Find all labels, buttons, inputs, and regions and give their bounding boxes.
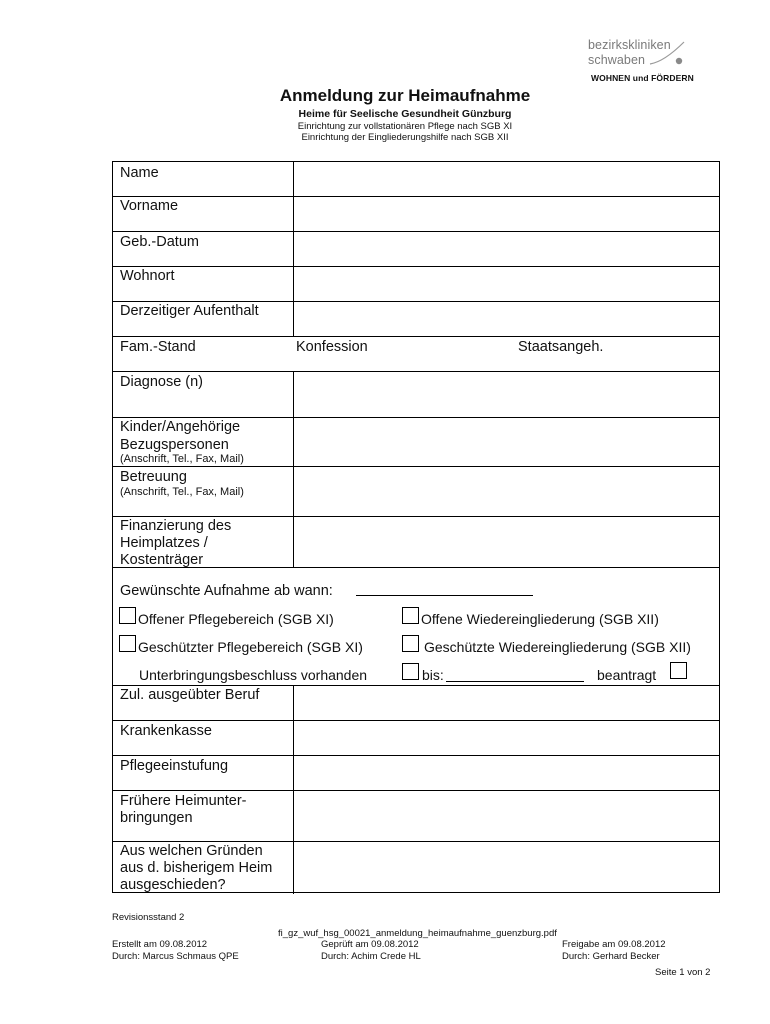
label-aufenthalt: Derzeitiger Aufenthalt xyxy=(120,303,259,319)
logo-text-line1: bezirkskliniken xyxy=(588,38,671,52)
fam-konfession-staats-field[interactable] xyxy=(113,337,719,371)
option-offener-pflegebereich: Offener Pflegebereich (SGB XI) xyxy=(138,611,334,627)
checkbox-offener-pflegebereich[interactable] xyxy=(119,607,136,624)
label-frueher-1: Frühere Heimunter- xyxy=(120,793,247,809)
wohnort-field[interactable] xyxy=(294,267,719,301)
label-kinder-1: Kinder/Angehörige xyxy=(120,419,241,435)
footer-freigabe: Freigabe am 09.08.2012 xyxy=(562,939,666,950)
registration-form xyxy=(112,161,720,893)
label-aufnahme: Gewünschte Aufnahme ab wann: xyxy=(120,583,333,599)
aufnahme-date-line[interactable] xyxy=(356,595,533,596)
checkbox-unterbringung[interactable] xyxy=(402,663,419,680)
label-frueher-2: bringungen xyxy=(120,810,193,826)
label-betreuung-note: (Anschrift, Tel., Fax, Mail) xyxy=(120,486,244,498)
label-finanz-3: Kostenträger xyxy=(120,552,204,568)
label-unterbringung: Unterbringungsbeschluss vorhanden xyxy=(139,667,368,683)
logo-text-line2: schwaben xyxy=(588,53,646,67)
gruende-field[interactable] xyxy=(294,842,719,892)
label-betreuung: Betreuung xyxy=(120,469,187,485)
label-pflegeeinstufung: Pflegeeinstufung xyxy=(120,758,229,774)
geb-datum-field[interactable] xyxy=(294,232,719,266)
footer-filename: fi_gz_wuf_hsg_00021_anmeldung_heimaufnahme_guenzburg.pdf xyxy=(278,928,557,939)
label-finanz-1: Finanzierung des xyxy=(120,518,232,534)
footer-geprueft-durch: Durch: Achim Crede HL xyxy=(321,951,421,962)
label-beantragt: beantragt xyxy=(597,667,657,683)
checkbox-beantragt[interactable] xyxy=(670,662,687,679)
diagnose-field[interactable] xyxy=(294,372,719,417)
label-staatsangeh: Staatsangeh. xyxy=(518,339,604,355)
frueher-field[interactable] xyxy=(294,791,719,841)
label-name: Name xyxy=(120,165,159,181)
page-subtitle: Heime für Seelische Gesundheit Günzburg xyxy=(298,108,512,120)
option-offene-wiedereingliederung: Offene Wiedereingliederung (SGB XII) xyxy=(421,611,659,627)
page-title: Anmeldung zur Heimaufnahme xyxy=(279,86,531,105)
logo-swoosh-icon xyxy=(646,40,692,68)
footer-geprueft: Geprüft am 09.08.2012 xyxy=(321,939,419,950)
footer-erstellt: Erstellt am 09.08.2012 xyxy=(112,939,208,950)
kinder-field[interactable] xyxy=(294,418,719,466)
footer-erstellt-durch: Durch: Marcus Schmaus QPE xyxy=(112,951,239,962)
subtitle-line-2: Einrichtung der Eingliederungshilfe nach SGB XII xyxy=(301,132,509,143)
revision-label: Revisionsstand 2 xyxy=(112,912,185,923)
label-gruende-1: Aus welchen Gründen xyxy=(120,843,263,859)
label-konfession: Konfession xyxy=(296,339,368,355)
vorname-field[interactable] xyxy=(294,197,719,231)
option-geschuetzte-wiedereingliederung: Geschützte Wiedereingliederung (SGB XII) xyxy=(424,639,691,655)
label-fam-stand: Fam.-Stand xyxy=(120,339,196,355)
checkbox-geschuetzter-pflegebereich[interactable] xyxy=(119,635,136,652)
label-kinder-2: Bezugspersonen xyxy=(120,437,229,453)
bis-date-line[interactable] xyxy=(446,681,584,682)
tagline: WOHNEN und FÖRDERN xyxy=(591,73,694,83)
label-kinder-note: (Anschrift, Tel., Fax, Mail) xyxy=(120,453,244,465)
option-geschuetzter-pflegebereich: Geschützter Pflegebereich (SGB XI) xyxy=(138,639,363,655)
label-bis: bis: xyxy=(422,667,444,683)
name-field[interactable] xyxy=(294,163,719,196)
label-finanz-2: Heimplatzes / xyxy=(120,535,208,551)
label-gruende-2: aus d. bisherigem Heim xyxy=(120,860,273,876)
label-diagnose: Diagnose (n) xyxy=(120,374,204,390)
label-beruf: Zul. ausgeübter Beruf xyxy=(120,687,260,703)
beruf-field[interactable] xyxy=(294,686,719,720)
aufenthalt-field[interactable] xyxy=(294,302,719,336)
label-gruende-3: ausgeschieden? xyxy=(120,877,226,893)
subtitle-line-1: Einrichtung zur vollstationären Pflege nach SGB XI xyxy=(297,121,513,132)
betreuung-field[interactable] xyxy=(294,467,719,516)
krankenkasse-field[interactable] xyxy=(294,721,719,755)
footer-freigabe-durch: Durch: Gerhard Becker xyxy=(562,951,660,962)
logo xyxy=(588,38,698,70)
checkbox-offene-wiedereingliederung[interactable] xyxy=(402,607,419,624)
page-number: Seite 1 von 2 xyxy=(655,967,711,978)
checkbox-geschuetzte-wiedereingliederung[interactable] xyxy=(402,635,419,652)
label-geb-datum: Geb.-Datum xyxy=(120,234,199,250)
label-wohnort: Wohnort xyxy=(120,268,175,284)
label-krankenkasse: Krankenkasse xyxy=(120,723,212,739)
pflegeeinstufung-field[interactable] xyxy=(294,756,719,790)
finanzierung-field[interactable] xyxy=(294,517,719,567)
label-vorname: Vorname xyxy=(120,198,179,214)
